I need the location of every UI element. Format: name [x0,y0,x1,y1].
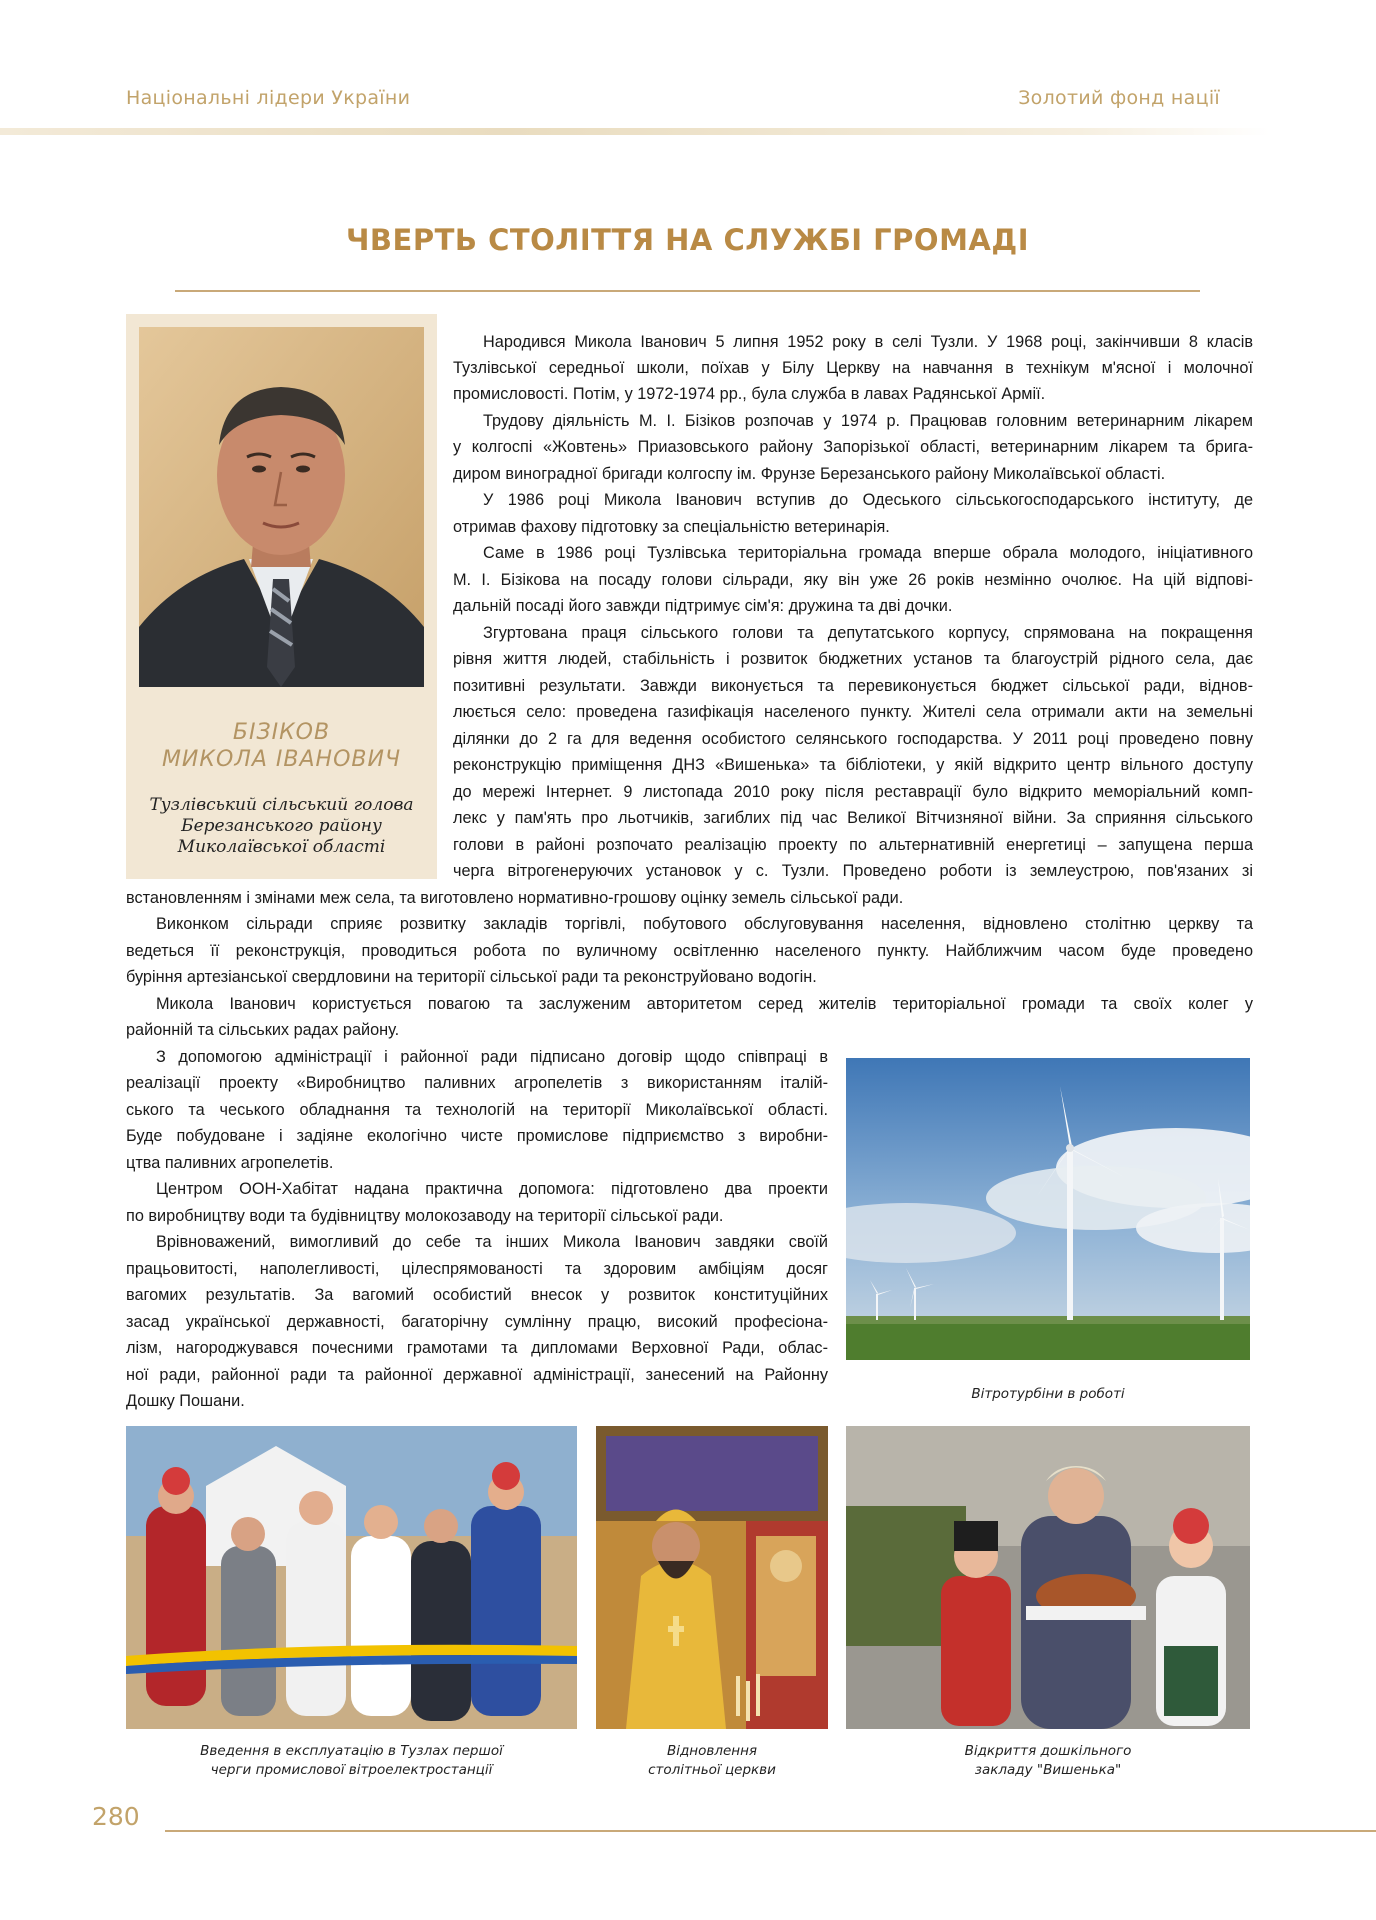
body-line: Народився Микола Іванович 5 липня 1952 року в селі Тузли. У 1968 році, закінчивши 8 класів [483,333,1253,351]
profile-name: МИКОЛА ІВАНОВИЧ [161,747,402,772]
church-photo [596,1426,828,1729]
profile-role-line: Березанського району [181,816,382,836]
body-line: Микола Іванович користується повагою та заслуженим авторитетом серед жителів територіальної громади та своїх колег у [156,995,1253,1013]
body-line: реалізації проекту «Виробництво паливних агропелетів з використанням італій- [126,1074,828,1092]
profile-surname: БІЗІКОВ [232,720,331,745]
portrait-photo [139,327,424,687]
body-line: Буде побудоване і задіяне екологічно чисте промислове підприємство з виробни- [126,1127,828,1145]
body-line: вагомих результатів. За вагомий особистий внесок у розвиток конституційних [126,1286,828,1304]
kindergarten-photo-caption-line: закладу "Вишенька" [974,1762,1122,1778]
ribbon-photo-caption-line: Введення в експлуатацію в Тузлах першої [200,1743,503,1759]
ribbon-cutting-photo [126,1426,577,1729]
body-line: промисловості. Потім, у 1972-1974 рр., була служба в лавах Радянської Армії. [453,385,1046,403]
body-line: рівня життя людей, стабільність і розвиток бюджетних установ та благоустрій рідного села, дає [453,650,1253,668]
body-line: диром виноградної бригади колгоспу ім. Фрунзе Березанського району Миколаївської області. [453,465,1166,483]
body-line: Тузлівської середньої школи, поїхав у Білу Церкву на навчання в технікум м'ясної і молочної [453,359,1253,377]
running-header-left: Національні лідери України [126,87,411,109]
body-line: реконструкцію приміщення ДНЗ «Вишенька» та бібліотеки, у якій відкрито центр вільного доступу [453,756,1253,774]
body-line: Згуртована праця сільського голови та депутатського корпусу, спрямована на покращення [483,624,1253,642]
body-line: Трудову діяльність М. І. Бізіков розпочав у 1974 р. Працював головним ветеринарним лікарем [483,412,1253,430]
body-line: черга вітрогенеруючих установок у с. Тузли. Проведено роботи із землеустрою, пов'язаних зі [453,862,1253,880]
title-rule [175,290,1200,292]
kindergarten-photo-caption-line: Відкриття дошкільного [964,1743,1132,1759]
body-line: ділянки до 2 га для ведення особистого селянського господарства. У 2011 році проведено повну [453,730,1253,748]
body-line: отримав фахову підготовку за спеціальністю ветеринарія. [453,518,890,536]
body-line: Врівноважений, вимогливий до себе та інших Микола Іванович завдяки своїй [156,1233,828,1251]
church-photo-caption-line: Відновлення [666,1743,758,1759]
running-header-right: Золотий фонд нації [1018,87,1220,109]
body-line: Дошку Пошани. [126,1392,245,1410]
body-line: у колгоспі «Жовтень» Приазовського району Запорізької області, ветеринарним лікарем та брига- [453,438,1253,456]
body-line: Виконком сільради сприяє розвитку закладів торгівлі, побутового обслуговування населення, відновлено столітню церкву та [156,915,1253,933]
church-photo-caption-line: столітньої церкви [648,1762,776,1778]
body-line: буріння артезіанської свердловини на території сільської ради та реконструйовано водогін. [126,968,817,986]
profile-role-line: Тузлівський сільський голова [149,795,414,815]
body-line: ведеться її реконструкція, проводиться робота по вуличному освітленню населеного пункту. Найближчим часом буде проведено [126,942,1253,960]
body-line: по виробництву води та будівництву молокозаводу на території сільської ради. [126,1207,724,1225]
kindergarten-opening-photo [846,1426,1250,1729]
body-line: працьовитості, наполегливості, цілеспрямованості та здоровим амбіціям досяг [126,1260,828,1278]
body-line: позитивні результати. Завжди виконується та перевиконується бюджет сільської ради, віднов- [453,677,1253,695]
body-line: ського та чеського обладнання та технологій на території Миколаївської області. [126,1101,828,1119]
profile-role-line: Миколаївської області [177,837,386,857]
body-line: встановленням і змінами меж села, та виготовлено нормативно-грошову оцінку земель сільської ради. [126,889,904,907]
wind-turbines-photo [846,1058,1250,1360]
body-line: цтва паливних агропелетів. [126,1154,334,1172]
wind-photo-caption: Вітротурбіни в роботі [971,1386,1125,1402]
body-line: голови в районі розпочато реалізацію проекту по альтернативній енергетиці – запущена перша [453,836,1253,854]
body-line: лекс у пам'ять про льотчиків, загиблих під час Великої Вітчизняної війни. За сприяння сільського [453,809,1253,827]
body-line: до мережі Інтернет. 9 листопада 2010 року після реставрації було відкрито меморіальний комп- [453,783,1253,801]
body-line: лізм, нагороджувався почесними грамотами та дипломами Верховної Ради, облас- [126,1339,828,1357]
article-title: ЧВЕРТЬ СТОЛІТТЯ НА СЛУЖБІ ГРОМАДІ [345,223,1029,257]
header-rule [0,128,1270,135]
body-line: З допомогою адміністрації і районної ради підписано договір щодо співпраці в [156,1048,828,1066]
body-line: засад української державності, багаторічну сумлінну працю, високий професіона- [126,1313,828,1331]
footer-rule [165,1830,1376,1832]
body-line: люється село: проведена газифікація населеного пункту. Жителі села отримали акти на земельні [453,703,1253,721]
body-line: районній та сільських радах району. [126,1021,400,1039]
page-number: 280 [92,1802,140,1831]
body-line: ної ради, районної ради та районної державної адміністрації, занесений на Районну [126,1366,828,1384]
body-line: Центром ООН-Хабітат надана практична допомога: підготовлено два проекти [156,1180,828,1198]
body-line: М. І. Бізікова на посаду голови сільради, яку він уже 26 років незмінно очолює. На цій відпові- [453,571,1253,589]
body-line: дальній посаді його завжди підтримує сім'я: дружина та дві дочки. [453,597,953,615]
body-line: Саме в 1986 році Тузлівська територіальна громада вперше обрала молодого, ініціативного [483,544,1253,562]
body-line: У 1986 році Микола Іванович вступив до Одеського сільськогосподарського інституту, де [483,491,1253,509]
ribbon-photo-caption-line: черги промислової вітроелектростанції [210,1762,493,1778]
